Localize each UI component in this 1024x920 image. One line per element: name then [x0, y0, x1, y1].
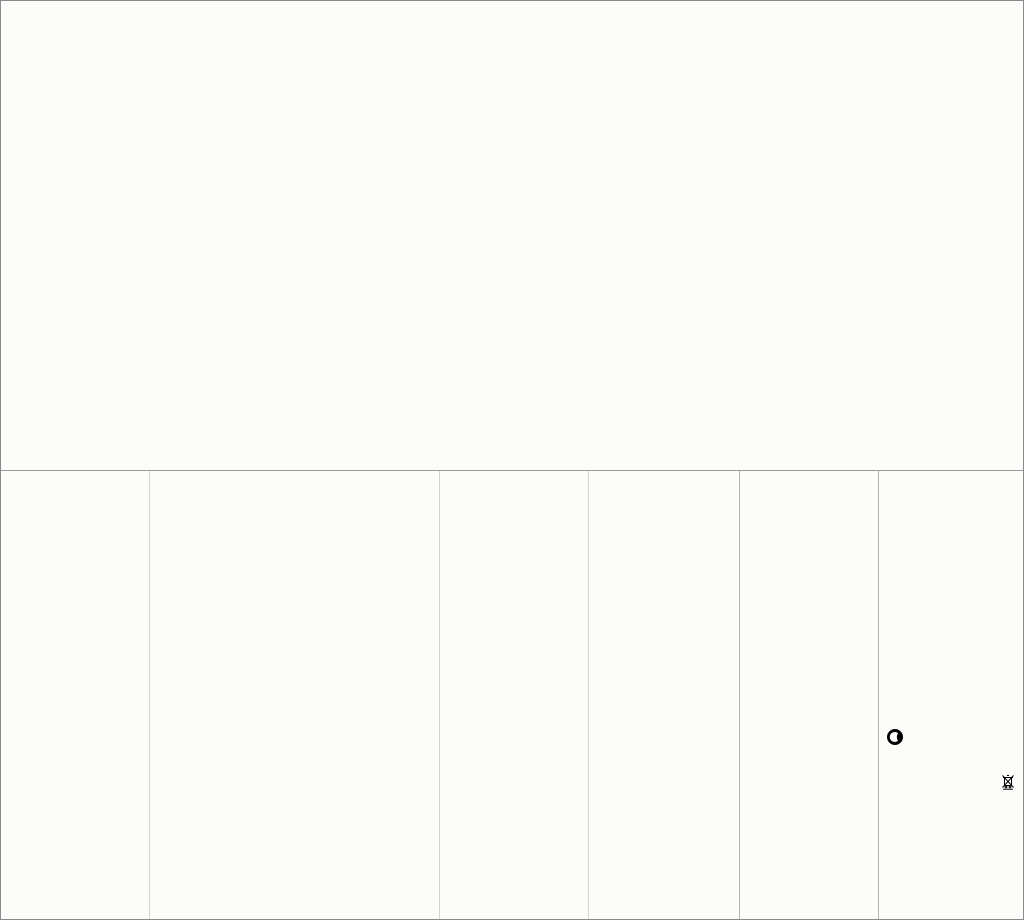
- cert-row-1: [887, 761, 1017, 767]
- fold-line: [878, 471, 879, 920]
- fold-line: [149, 471, 150, 920]
- weee-bin-icon: [1001, 774, 1015, 790]
- fold-line: [588, 471, 589, 920]
- dictionary-table-block: [13, 477, 737, 484]
- warranty-block: [746, 479, 873, 525]
- olight-logo: [887, 729, 1017, 745]
- fold-line: [439, 471, 440, 920]
- bottom-section: [1, 471, 1023, 920]
- olight-logo-icon: [887, 729, 903, 745]
- cert-row-2: [887, 774, 1017, 790]
- brand-block: [887, 471, 1017, 920]
- fold-line: [739, 471, 740, 920]
- top-section: [1, 1, 1023, 471]
